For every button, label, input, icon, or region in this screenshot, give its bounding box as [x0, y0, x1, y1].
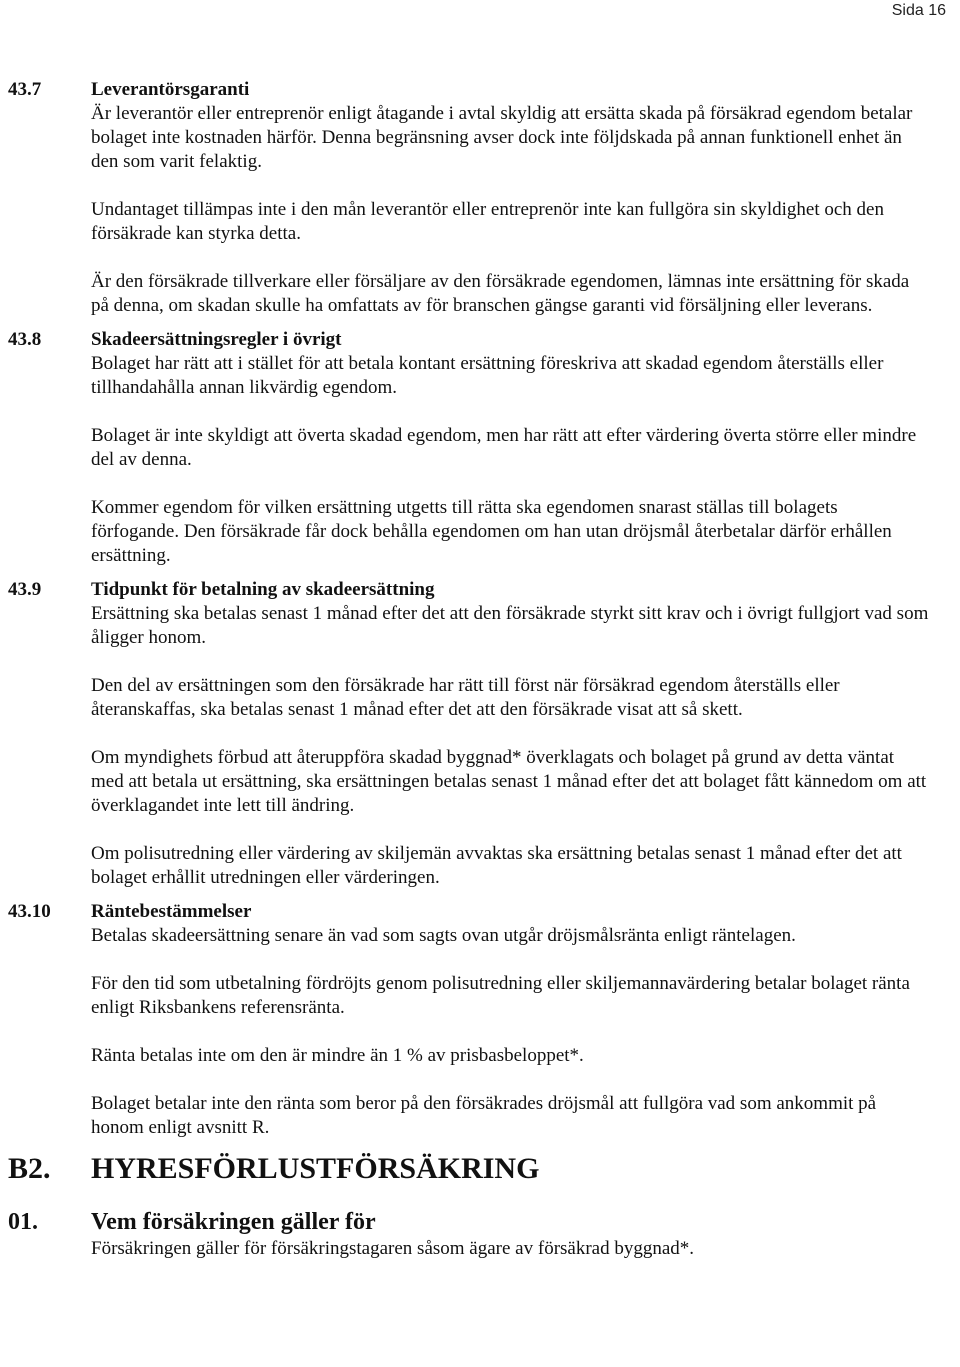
paragraph: Bolaget betalar inte den ränta som beror på den försäkrades dröjsmål att fullgöra vad som ankommit på honom enligt avsnitt R. — [91, 1093, 877, 1138]
page-number-label: Sida 16 — [891, 2, 946, 19]
section-number: 43.10 — [8, 901, 51, 922]
paragraph: Undantaget tillämpas inte i den mån leverantör eller entreprenör inte kan fullgöra sin skyldighet och den försäkrade kan styrka detta. — [91, 199, 884, 244]
section-title: Vem försäkringen gäller för — [91, 1209, 376, 1235]
chapter-number: B2. — [8, 1152, 51, 1185]
paragraph: Om myndighets förbud att återuppföra skadad byggnad* överklagats och bolaget på grund av detta väntat med att betala ut ersättning, ska ersättningen betalas senast 1 månad efter det att bolaget fått kännedom om att överklagandet inte lett till ändring. — [91, 747, 927, 816]
section-43-7 — [0, 78, 960, 318]
paragraph: Kommer egendom för vilken ersättning utgetts till rätta ska egendomen snarast ställas till bolagets förfogande. Den försäkrade får dock behålla egendomen om han utan dröjsmål återbetalar därför erhållen ersättning. — [91, 497, 892, 566]
paragraph: Betalas skadeersättning senare än vad som sagts ovan utgår dröjsmålsränta enligt räntelagen. — [91, 925, 796, 946]
section-01 — [0, 1208, 960, 1262]
chapter-b2 — [0, 1152, 960, 1186]
paragraph: Om polisutredning eller värdering av skiljemän avvaktas ska ersättning betalas senast 1 månad efter det att bolaget erhållit utredningen eller värderingen. — [91, 843, 902, 888]
section-number: 01. — [8, 1209, 38, 1235]
paragraph: För den tid som utbetalning fördröjts genom polisutredning eller skiljemannavärdering betalar bolaget ränta enligt Riksbankens referensränta. — [91, 973, 910, 1018]
paragraph: Ersättning ska betalas senast 1 månad efter det att den försäkrade styrkt sitt krav och i övrigt fullgjort vad som åligger honom. — [91, 603, 929, 648]
paragraph: Bolaget är inte skyldigt att överta skadad egendom, men har rätt att efter värdering överta större eller mindre del av denna. — [91, 425, 917, 470]
section-number: 43.9 — [8, 579, 42, 600]
section-number: 43.8 — [8, 329, 42, 350]
section-title: Tidpunkt för betalning av skadeersättning — [91, 579, 435, 600]
section-title: Leverantörsgaranti — [91, 79, 250, 100]
section-number: 43.7 — [8, 79, 42, 100]
chapter-title: HYRESFÖRLUSTFÖRSÄKRING — [91, 1152, 540, 1185]
section-43-9 — [0, 578, 960, 890]
paragraph: Den del av ersättningen som den försäkrade har rätt till först när försäkrad egendom återställs eller återanskaffas, ska betalas senast 1 månad efter det att den försäkrade visat att så skett. — [91, 675, 840, 720]
section-43-10 — [0, 900, 960, 1140]
section-title: Räntebestämmelser — [91, 901, 252, 922]
section-43-8 — [0, 328, 960, 568]
document-body — [0, 78, 960, 1262]
section-title: Skadeersättningsregler i övrigt — [91, 329, 342, 350]
paragraph: Försäkringen gäller för försäkringstagaren såsom ägare av försäkrad byggnad*. — [91, 1238, 695, 1259]
paragraph: Ränta betalas inte om den är mindre än 1 % av prisbasbeloppet*. — [91, 1045, 584, 1066]
paragraph: Bolaget har rätt att i stället för att betala kontant ersättning föreskriva att skadad egendom återställs eller tillhandahålla annan likvärdig egendom. — [91, 353, 884, 398]
paragraph: Är den försäkrade tillverkare eller försäljare av den försäkrade egendomen, lämnas inte ersättning för skada på denna, om skadan skulle ha omfattats av för branschen gängse garanti vid försäljning eller leverans. — [91, 271, 910, 316]
paragraph: Är leverantör eller entreprenör enligt åtagande i avtal skyldig att ersätta skada på försäkrad egendom betalar bolaget inte kostnaden härför. Denna begränsning avser dock inte följdskada på annan funktionell enhet än den som varit felaktig. — [91, 103, 913, 172]
